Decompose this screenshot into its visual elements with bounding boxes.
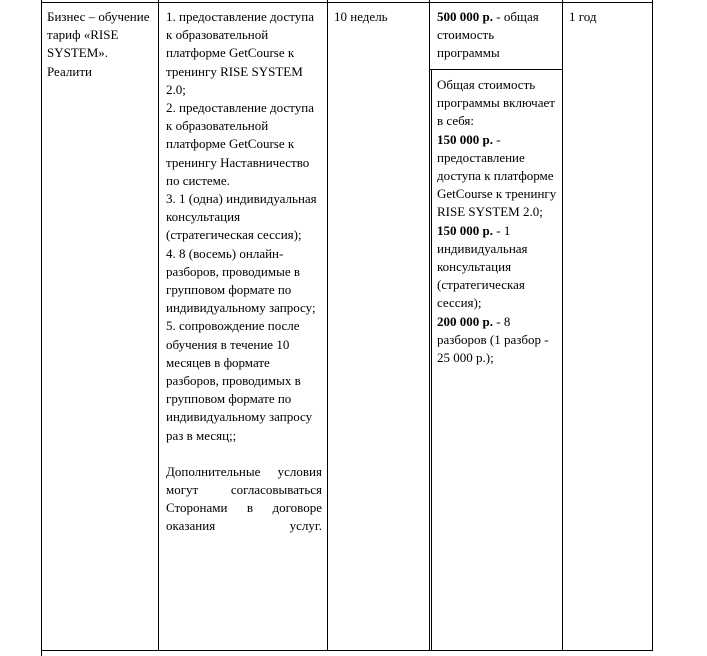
- services-list: [166, 8, 322, 536]
- additional-terms: Дополнительные условия могут согласовываться Сторонами в договоре оказания услуг.: [166, 463, 322, 534]
- price-cell-divider: [429, 69, 562, 70]
- breakdown-text-3: - 8 разборов (1 разбор - 25 000 р.);: [437, 313, 549, 366]
- table-border-left: [41, 0, 42, 656]
- breakdown-item-3: [437, 313, 559, 368]
- price-cell-divider-inner: [431, 69, 432, 650]
- column-divider-1: [158, 0, 159, 650]
- table-border-right: [652, 0, 653, 650]
- breakdown-text-1: - предоставление доступа к платформе GetCourse к тренингу RISE SYSTEM 2.0;: [437, 131, 557, 220]
- price-total-label: - общая стоимость программы: [437, 9, 539, 61]
- service-item-5: 5. сопровождение после обучения в течение 10 месяцев в формате разборов, проводимых в групповом формате по индивидуальному запросу раз в месяц;;: [166, 318, 313, 443]
- breakdown-amount-3: 200 000 р.: [437, 313, 493, 329]
- breakdown-item-2: [437, 222, 559, 313]
- service-item-3: 3. 1 (одна) индивидуальная консультация (стратегическая сессия);: [166, 191, 317, 243]
- breakdown-amount-2: 150 000 р.: [437, 222, 493, 238]
- breakdown-item-1: [437, 131, 559, 222]
- duration: 10 недель: [334, 9, 388, 24]
- breakdown-intro: Общая стоимость программы включает в себя:: [437, 77, 555, 129]
- column-divider-4: [562, 0, 563, 650]
- table-border-bottom: [41, 650, 653, 651]
- breakdown-text-2: - 1 индивидуальная консультация (стратегическая сессия);: [437, 222, 528, 311]
- price-breakdown: [437, 76, 559, 367]
- service-item-4: 4. 8 (восемь) онлайн-разборов, проводимые в групповом формате по индивидуальному запросу;: [166, 245, 316, 316]
- column-divider-3: [429, 0, 430, 650]
- price-total-amount: 500 000 р.: [437, 9, 493, 24]
- support-period: 1 год: [569, 9, 597, 24]
- column-divider-2: [327, 0, 328, 650]
- service-item-2: 2. предоставление доступа к образовательной платформе GetCourse к тренингу Наставничество по системе.: [166, 100, 314, 188]
- price-total: [437, 8, 557, 63]
- product-name: Бизнес – обучение тариф «RISE SYSTEM». Реалити: [47, 9, 150, 79]
- service-item-1: 1. предоставление доступа к образовательной платформе GetCourse к тренингу RISE SYSTEM 2.0;: [166, 9, 314, 97]
- breakdown-amount-1: 150 000 р.: [437, 131, 493, 147]
